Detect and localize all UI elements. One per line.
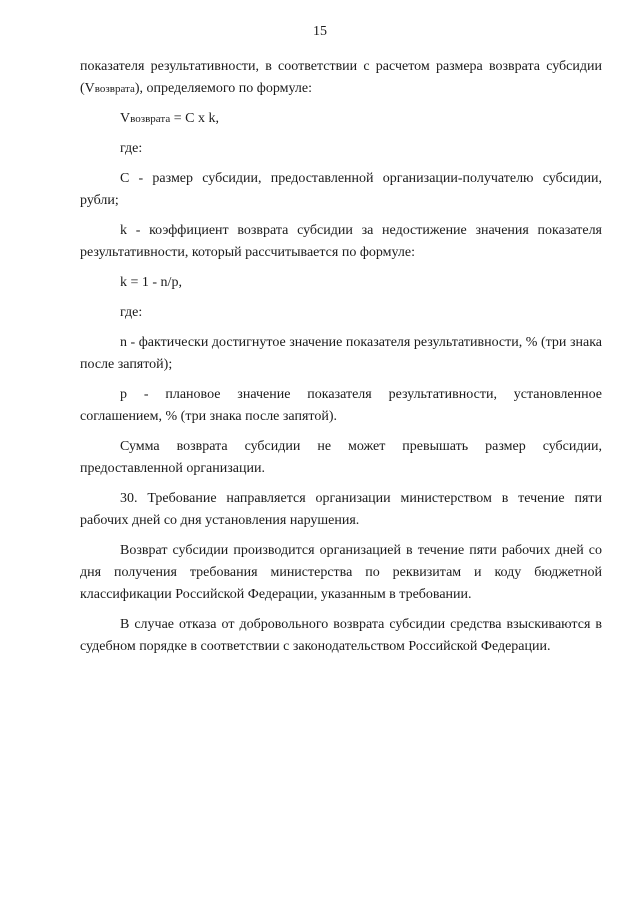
page-number: 15 xyxy=(313,24,327,39)
paragraph-refusal: В случае отказа от добровольного возврата субсидии средства взыскиваются в судебном порядке в соответствии с законодательством Российской Федерации. xyxy=(80,617,602,654)
paragraph-refund: Возврат субсидии производится организацией в течение пяти рабочих дней со дня получения требования министерства по реквизитам и коду бюджетной классификации Российской Федерации, указанным в требовании. xyxy=(80,543,602,602)
paragraph-text-end: ), определяемого по формуле: xyxy=(134,81,312,96)
formula-subscript: возврата xyxy=(130,113,171,125)
formula-var: V xyxy=(120,111,131,126)
definition-n: n - фактически достигнутое значение показателя результативности, % (три знака после запятой); xyxy=(80,335,602,372)
formula-k: k = 1 - n/p, xyxy=(120,275,182,290)
subscript-text: возврата xyxy=(94,83,135,95)
where-label-1: где: xyxy=(120,141,143,156)
definition-k: k - коэффициент возврата субсидии за недостижение значения показателя результативности, который рассчитывается по формуле: xyxy=(80,223,602,260)
definition-c: C - размер субсидии, предоставленной организации-получателю субсидии, рубли; xyxy=(80,171,602,208)
formula-return xyxy=(80,108,602,130)
document-body xyxy=(80,56,602,666)
where-label-2: где: xyxy=(120,305,143,320)
paragraph-item-30: 30. Требование направляется организации министерством в течение пяти рабочих дней со дня установления нарушения. xyxy=(80,491,602,528)
formula-rest: = C x k, xyxy=(170,111,219,126)
paragraph-sum-limit: Сумма возврата субсидии не может превышать размер субсидии, предоставленной организации. xyxy=(80,439,602,476)
definition-p: p - плановое значение показателя результативности, установленное соглашением, % (три знака после запятой). xyxy=(80,387,602,424)
paragraph-text: показателя результативности, в соответствии с расчетом размера возврата субсидии (V xyxy=(80,59,602,96)
paragraph-return-size xyxy=(80,56,602,100)
